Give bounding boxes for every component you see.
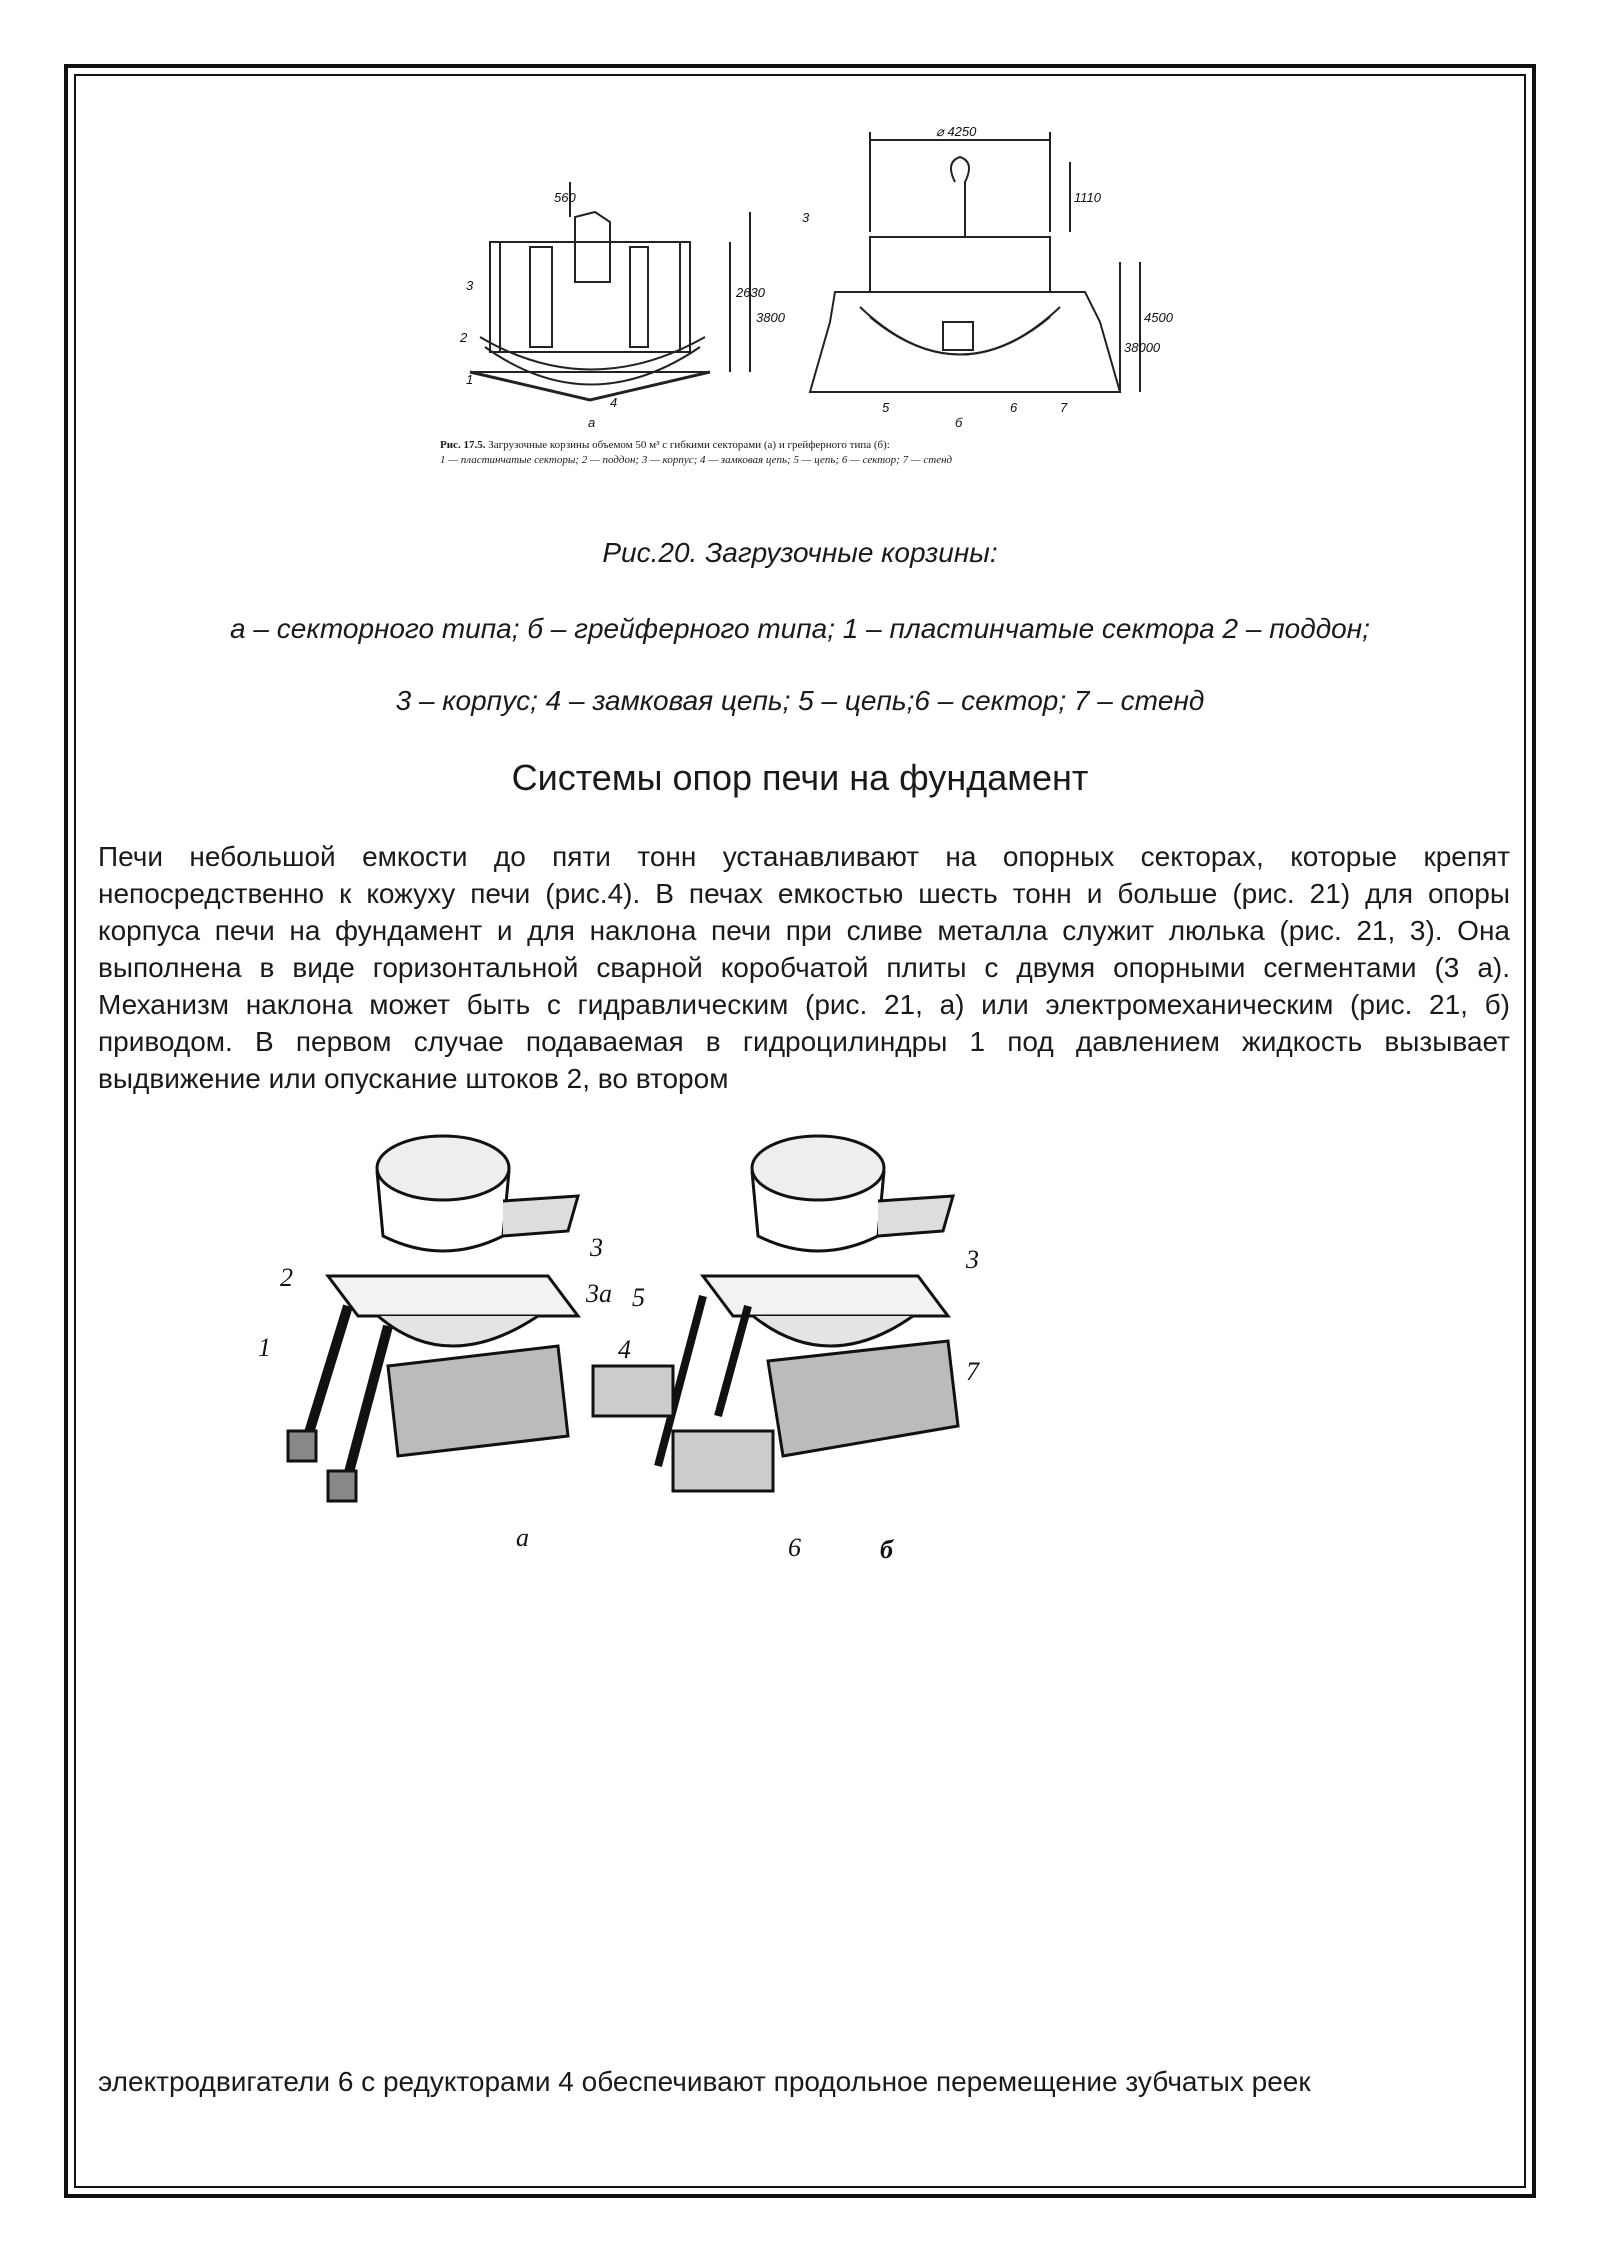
figure-caption-legend-2: 3 – корпус; 4 – замковая цепь; 5 – цепь;6 – сектор; 7 – стенд	[395, 685, 1205, 716]
basket-a-hook	[575, 212, 610, 282]
fig2-label-4: 4	[618, 1335, 631, 1364]
fig2-letter-b: б	[880, 1535, 893, 1564]
fig2-label-6: 6	[788, 1533, 801, 1562]
figure-inner-caption	[440, 438, 1190, 468]
dim-560: 560	[554, 190, 576, 205]
dim-1110: 1110	[1074, 190, 1101, 205]
cradle-a	[328, 1276, 578, 1316]
basket-b-hook	[951, 157, 969, 237]
figure-inner-caption-bold: Рис. 17.5.	[440, 439, 486, 451]
dim-diameter: ⌀ 4250	[936, 124, 977, 139]
label-a-3: 3	[466, 278, 474, 293]
basket-b-body	[870, 237, 1050, 292]
continuation-text: электродвигатели 6 с редукторами 4 обеспечивают продольное перемещение зубчатых реек	[98, 2066, 1311, 2097]
label-a-4: 4	[610, 395, 618, 410]
basket-a-plate	[530, 247, 552, 347]
fig2-label-3: 3	[966, 1245, 979, 1274]
basket-a-body	[490, 242, 690, 352]
fig2-label-5: 5	[632, 1283, 645, 1312]
dim-38000: 38000	[1124, 340, 1161, 355]
fig2-label-2: 2	[280, 1263, 293, 1292]
dim-2630: 2630	[736, 285, 765, 300]
dim-4500: 4500	[1144, 310, 1173, 325]
label-a-1: 1	[466, 372, 474, 387]
tilt-mechanism-drawing	[248, 1126, 1028, 1586]
motor-6	[673, 1431, 773, 1491]
fig2-letter-a: а	[516, 1523, 529, 1552]
letter-a: а	[588, 415, 596, 430]
figure-inner-caption-line1: Загрузочные корзины объемом 50 м³ с гибкими секторами (а) и грейферного типа (б):	[488, 439, 890, 451]
figure-caption-title: Рис.20. Загрузочные корзины:	[602, 537, 998, 568]
letter-b: б	[955, 415, 963, 430]
label-b-6: 6	[1010, 400, 1018, 415]
body-paragraph: Печи небольшой емкости до пяти тонн устанавливают на опорных секторах, которые крепят непосредственно к кожуху печи (рис.4). В печах емкостью шесть тонн и больше (рис. 21) для опоры корпуса печи на фундамент и для наклона печи при сливе металла служит люлька (рис. 21, 3). Она выполнена в виде горизонтальной сварной коробчатой плиты с двумя опорными сегментами (3 а). Механизм наклона может быть с гидравлическим (рис. 21, а) или электромеханическим (рис. 21, б) приводом. В первом случае подаваемая в гидроцилиндры 1 под давлением жидкость вызывает выдвижение или опускание штоков 2, во втором	[98, 841, 1510, 1094]
figure-inner-caption-line2: 1 — пластинчатые секторы; 2 — поддон; 3 — корпус; 4 — замковая цепь; 5 — цепь; 6 — сектор; 7 — стенд	[440, 454, 953, 466]
fig2-label-3a: 3а	[586, 1279, 612, 1308]
figure-caption-legend-1: а – секторного типа; б – грейферного типа; 1 – пластинчатые сектора 2 – поддон;	[230, 613, 1370, 644]
fig2-label-1: 1	[258, 1333, 271, 1362]
gearbox-4	[593, 1366, 673, 1416]
basket-drawing	[430, 122, 1190, 492]
fig2-label-7: 7	[966, 1357, 979, 1386]
section-heading: Системы опор печи на фундамент	[511, 757, 1089, 798]
fig2-label-3a-main: 3	[590, 1233, 603, 1262]
foundation-b	[768, 1341, 958, 1456]
label-b-5: 5	[882, 400, 890, 415]
cradle-b	[703, 1276, 948, 1316]
label-a-2: 2	[460, 330, 468, 345]
label-b-7: 7	[1060, 400, 1068, 415]
basket-b-stand	[810, 292, 1120, 392]
dim-3800: 3800	[756, 310, 785, 325]
label-b-3: 3	[802, 210, 810, 225]
foundation-a	[388, 1346, 568, 1456]
